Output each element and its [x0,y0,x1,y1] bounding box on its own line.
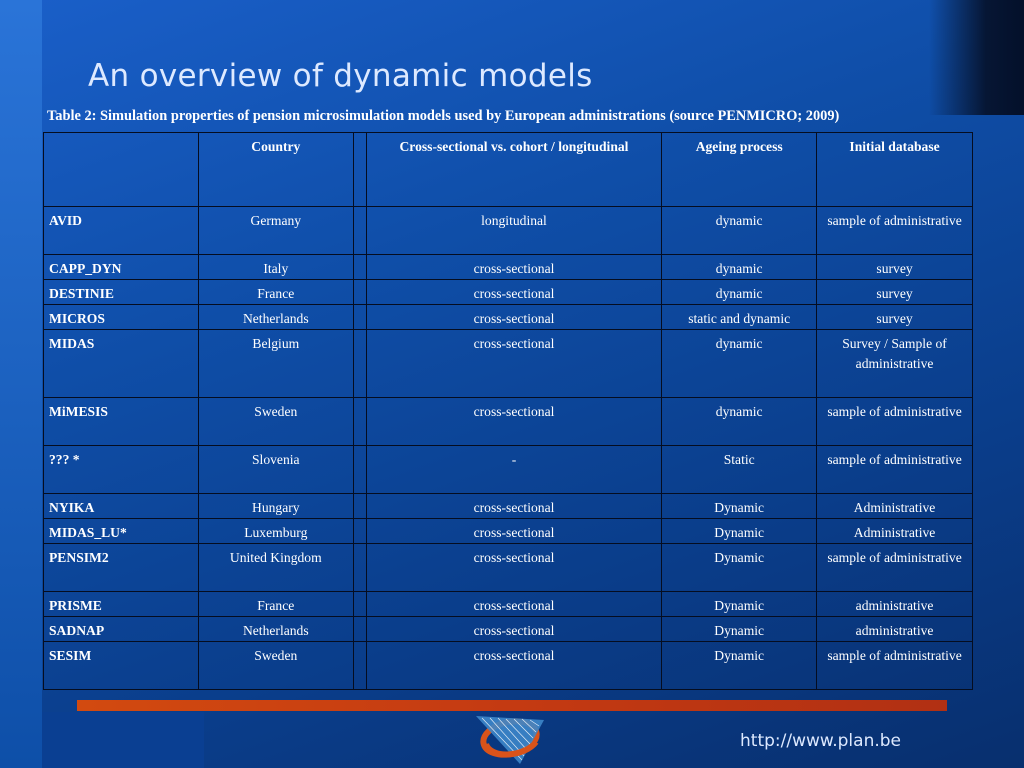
spacer-cell [353,544,366,592]
corner-shade [929,0,1024,115]
website-link[interactable]: http://www.plan.be [740,731,901,751]
ageing-cell: Dynamic [662,494,817,519]
ageing-cell: Dynamic [662,592,817,617]
header-country: Country [198,133,353,207]
spacer-cell [353,642,366,690]
table-row [44,280,973,305]
table-row [44,207,973,255]
type-cell: cross-sectional [366,617,662,642]
type-cell: cross-sectional [366,519,662,544]
table-row [44,330,973,398]
type-cell: cross-sectional [366,305,662,330]
type-cell: cross-sectional [366,592,662,617]
ageing-cell: dynamic [662,255,817,280]
ageing-cell: Dynamic [662,642,817,690]
spacer-cell [353,305,366,330]
database-cell: sample of administrative [817,544,973,592]
type-cell: cross-sectional [366,280,662,305]
database-cell: Administrative [817,494,973,519]
table-caption: Table 2: Simulation properties of pension microsimulation models used by European administrations (source PENMICRO; 2009) [47,108,840,124]
type-cell: - [366,446,662,494]
country-cell: Netherlands [198,305,353,330]
type-cell: cross-sectional [366,494,662,519]
database-cell: sample of administrative [817,446,973,494]
table-header-row [44,133,973,207]
header-database: Initial database [817,133,973,207]
country-cell: Luxemburg [198,519,353,544]
model-cell: MICROS [44,305,199,330]
model-cell: MIDAS [44,330,199,398]
country-cell: Hungary [198,494,353,519]
country-cell: France [198,592,353,617]
ageing-cell: Static [662,446,817,494]
type-cell: longitudinal [366,207,662,255]
header-model [44,133,199,207]
model-cell: PENSIM2 [44,544,199,592]
plan-be-logo-icon [474,712,550,766]
country-cell: France [198,280,353,305]
database-cell: sample of administrative [817,642,973,690]
database-cell: survey [817,280,973,305]
country-cell: Italy [198,255,353,280]
type-cell: cross-sectional [366,330,662,398]
spacer-cell [353,330,366,398]
country-cell: United Kingdom [198,544,353,592]
model-cell: SADNAP [44,617,199,642]
model-cell: ??? * [44,446,199,494]
model-cell: PRISME [44,592,199,617]
table-row [44,642,973,690]
spacer-cell [353,207,366,255]
database-cell: survey [817,255,973,280]
ageing-cell: Dynamic [662,519,817,544]
table-row [44,592,973,617]
table-row [44,255,973,280]
type-cell: cross-sectional [366,642,662,690]
ageing-cell: dynamic [662,330,817,398]
table-row [44,519,973,544]
spacer-cell [353,617,366,642]
type-cell: cross-sectional [366,544,662,592]
accent-bar [77,700,947,711]
spacer-cell [353,446,366,494]
model-cell: AVID [44,207,199,255]
country-cell: Germany [198,207,353,255]
models-table [43,132,973,690]
ageing-cell: dynamic [662,280,817,305]
header-spacer [353,133,366,207]
ageing-cell: Dynamic [662,544,817,592]
database-cell: sample of administrative [817,398,973,446]
ageing-cell: Dynamic [662,617,817,642]
database-cell: sample of administrative [817,207,973,255]
model-cell: DESTINIE [44,280,199,305]
country-cell: Belgium [198,330,353,398]
spacer-cell [353,398,366,446]
database-cell: administrative [817,617,973,642]
country-cell: Slovenia [198,446,353,494]
left-decor-band [0,0,42,768]
header-ageing: Ageing process [662,133,817,207]
spacer-cell [353,280,366,305]
country-cell: Sweden [198,642,353,690]
model-cell: MiMESIS [44,398,199,446]
spacer-cell [353,592,366,617]
table-row [44,494,973,519]
spacer-cell [353,255,366,280]
database-cell: Survey / Sample of administrative [817,330,973,398]
ageing-cell: static and dynamic [662,305,817,330]
ageing-cell: dynamic [662,207,817,255]
header-type: Cross-sectional vs. cohort / longitudinal [366,133,662,207]
database-cell: administrative [817,592,973,617]
table-row [44,305,973,330]
table-row [44,544,973,592]
spacer-cell [353,494,366,519]
slide-title: An overview of dynamic models [88,58,593,94]
bottom-decor-block [42,712,204,768]
model-cell: SESIM [44,642,199,690]
model-cell: MIDAS_LU* [44,519,199,544]
type-cell: cross-sectional [366,255,662,280]
country-cell: Sweden [198,398,353,446]
ageing-cell: dynamic [662,398,817,446]
model-cell: CAPP_DYN [44,255,199,280]
database-cell: Administrative [817,519,973,544]
spacer-cell [353,519,366,544]
model-cell: NYIKA [44,494,199,519]
table-row [44,398,973,446]
country-cell: Netherlands [198,617,353,642]
table-row [44,446,973,494]
table-row [44,617,973,642]
database-cell: survey [817,305,973,330]
type-cell: cross-sectional [366,398,662,446]
